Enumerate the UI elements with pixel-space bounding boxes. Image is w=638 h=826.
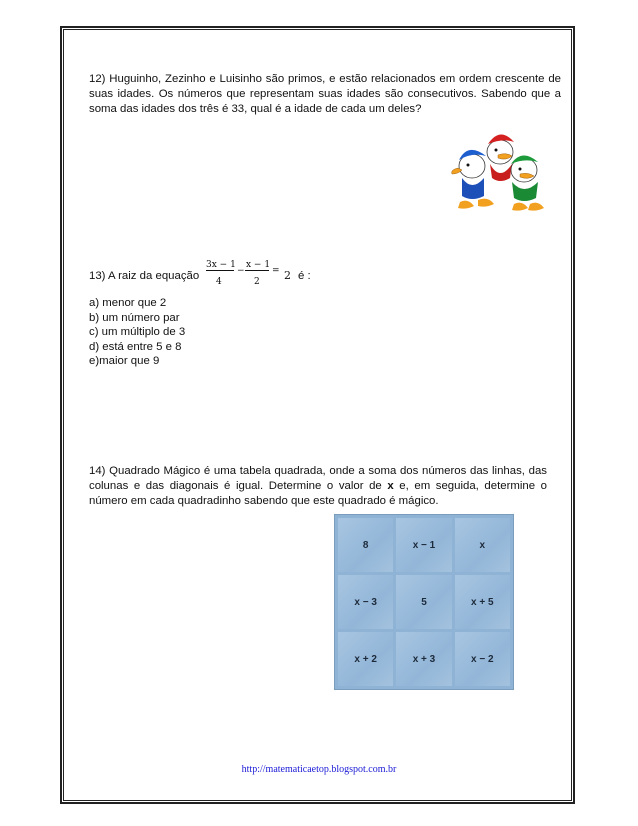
fraction-bar-2 bbox=[245, 270, 269, 271]
question-14-bold-x: x bbox=[387, 480, 394, 492]
magic-square-cell: x + 5 bbox=[455, 575, 510, 629]
magic-square-cell: x + 3 bbox=[396, 632, 451, 686]
three-ducklings-illustration bbox=[448, 122, 548, 214]
magic-square-cell: x bbox=[455, 518, 510, 572]
question-14-text bbox=[89, 464, 547, 509]
magic-square-cell: 5 bbox=[396, 575, 451, 629]
equation-numerator-2: x − 1 bbox=[246, 260, 271, 270]
equation-minus: − bbox=[237, 266, 245, 276]
question-14-text-start: 14) Quadrado Mágico é uma tabela quadrada, onde a soma dos números das linhas, das colunas e das diagonais é igual. Determine o valor de bbox=[89, 465, 547, 492]
question-13-options bbox=[89, 296, 185, 369]
question-14-text-end: e, em seguida, determine o número em cada quadradinho sabendo que este quadrado é mágico. bbox=[89, 480, 547, 507]
magic-square-cell: x − 1 bbox=[396, 518, 451, 572]
option-b: b) um número par bbox=[89, 311, 180, 324]
question-12-text: 12) Huguinho, Zezinho e Luisinho são primos, e estão relacionados em ordem crescente de suas idades. Os números que representam suas idades são consecutivos. Sabendo que a soma das idades dos três é 33, qual é a idade de cada um deles? bbox=[89, 73, 561, 115]
option-c: c) um múltiplo de 3 bbox=[89, 326, 186, 338]
equation-denominator-1: 4 bbox=[216, 277, 222, 287]
equation-numerator-1: 3x − 1 bbox=[206, 260, 236, 270]
equation-equals: = bbox=[272, 266, 280, 276]
magic-square-cell: x + 2 bbox=[338, 632, 393, 686]
question-13-prefix: 13) A raiz da equação bbox=[89, 270, 200, 282]
magic-square bbox=[334, 514, 514, 690]
equation-rhs: 2 bbox=[284, 269, 291, 282]
question-13 bbox=[89, 260, 311, 287]
magic-square-cell: x − 3 bbox=[338, 575, 393, 629]
option-d: d) está entre 5 e 8 bbox=[89, 340, 182, 353]
option-a: a) menor que 2 bbox=[89, 297, 167, 309]
magic-square-cell: 8 bbox=[338, 518, 393, 572]
equation-denominator-2: 2 bbox=[254, 277, 260, 287]
question-13-suffix: é : bbox=[298, 270, 311, 282]
footer-blog-link[interactable]: http://matematicaetop.blogspot.com.br bbox=[241, 764, 397, 775]
magic-square-cell: x − 2 bbox=[455, 632, 510, 686]
fraction-bar-1 bbox=[206, 270, 234, 271]
option-e: e)maior que 9 bbox=[89, 355, 160, 367]
